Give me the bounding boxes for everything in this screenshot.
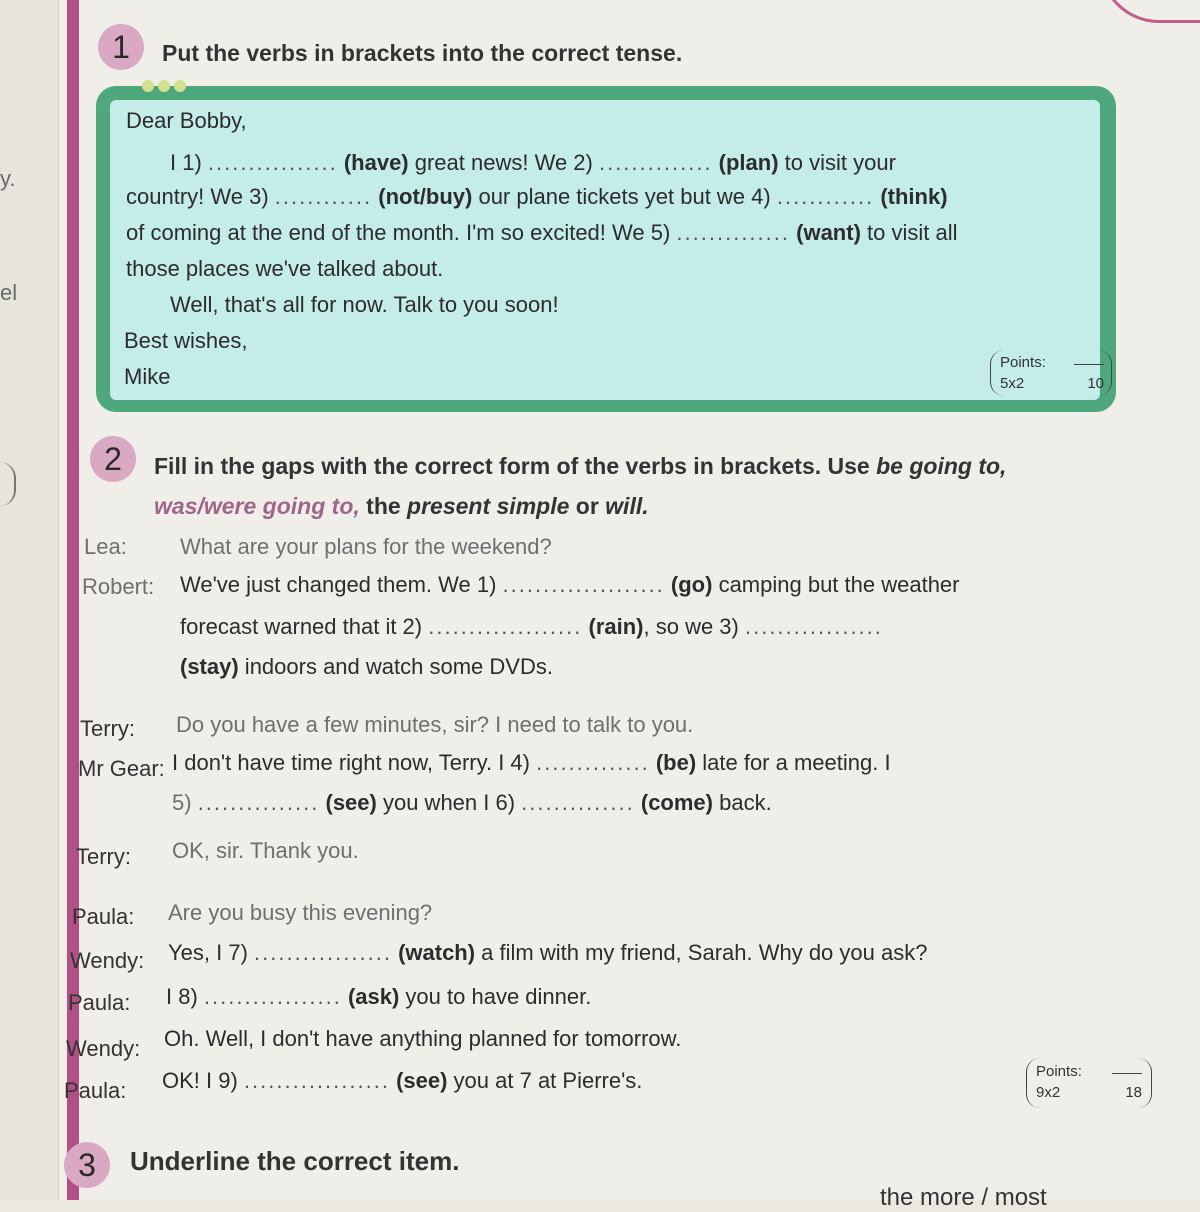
- letter-closing: Best wishes,: [124, 328, 248, 353]
- dialogue-line: 5) ............... (see) you when I 6) .............. (come) back.: [172, 790, 772, 815]
- speaker-name: Wendy:: [70, 948, 145, 973]
- points-total: 10: [1087, 375, 1104, 392]
- points-label: Points:: [1036, 1063, 1082, 1080]
- dialogue-line: What are your plans for the weekend?: [180, 534, 552, 559]
- magenta-margin-bar: [67, 0, 79, 1200]
- dialogue-line: Oh. Well, I don't have anything planned for tomorrow.: [164, 1026, 682, 1051]
- points-box: [1000, 354, 1104, 392]
- exercise-heading: Put the verbs in brackets into the correct tense.: [162, 40, 683, 66]
- letter-greeting: Dear Bobby,: [126, 108, 247, 133]
- dialogue-line: Yes, I 7) ................. (watch) a film with my friend, Sarah. Why do you ask?: [168, 940, 928, 965]
- points-multiplier: 5x2: [1000, 375, 1025, 392]
- cutoff-text: the more / most: [880, 1184, 1047, 1211]
- speaker-name: Wendy:: [66, 1036, 141, 1061]
- speaker-name: Terry:: [76, 844, 131, 869]
- letter-line: country! We 3) ............ (not/buy) our plane tickets yet but we 4) ............ (think): [126, 184, 948, 209]
- box-decoration-dots: [142, 79, 190, 97]
- speaker-name: Paula:: [64, 1078, 127, 1103]
- letter-box-inner: [110, 100, 1100, 400]
- points-multiplier: 9x2: [1036, 1084, 1061, 1101]
- dialogue-line: forecast warned that it 2) ................... (rain), so we 3) .................: [180, 614, 883, 639]
- dialogue-line: Are you busy this evening?: [168, 900, 433, 925]
- speaker-name: Mr Gear:: [78, 756, 165, 781]
- letter-line: those places we've talked about.: [126, 256, 444, 281]
- edge-fragment: y.: [0, 166, 16, 191]
- dialogue-line: I 8) ................. (ask) you to have dinner.: [166, 984, 592, 1009]
- points-total: 18: [1125, 1084, 1142, 1101]
- speaker-name: Paula:: [72, 904, 135, 929]
- speaker-name: Paula:: [68, 990, 131, 1015]
- dialogue-line: Do you have a few minutes, sir? I need to talk to you.: [176, 712, 694, 737]
- letter-line: Well, that's all for now. Talk to you soon!: [170, 292, 559, 317]
- letter-line: I 1) ................ (have) great news! We 2) .............. (plan) to visit your: [170, 150, 896, 175]
- dialogue-line: OK! I 9) .................. (see) you at 7 at Pierre's.: [162, 1068, 643, 1093]
- letter-line: of coming at the end of the month. I'm so excited! We 5) .............. (want) to visit all: [126, 220, 958, 245]
- letter-signature: Mike: [124, 364, 171, 389]
- speaker-name: Lea:: [84, 534, 127, 559]
- points-label: Points:: [1000, 354, 1046, 371]
- exercise-heading: Underline the correct item.: [130, 1146, 460, 1176]
- dialogue-line: (stay) indoors and watch some DVDs.: [180, 654, 553, 679]
- points-box: [1036, 1063, 1142, 1101]
- dialogue-line: I don't have time right now, Terry. I 4) .............. (be) late for a meeting. I: [172, 750, 891, 775]
- exercise-heading: Fill in the gaps with the correct form of the verbs in brackets. Use be going to, was/were going to, the present simple or will.: [154, 453, 1007, 519]
- exercise-number-badge: 1: [98, 24, 144, 70]
- dialogue-line: OK, sir. Thank you.: [172, 838, 359, 863]
- dialogue-line: We've just changed them. We 1) .................... (go) camping but the weather: [180, 572, 960, 597]
- exercise-number-badge: 3: [64, 1142, 110, 1188]
- speaker-name: Terry:: [80, 716, 135, 741]
- edge-fragment: el: [0, 280, 18, 305]
- speaker-name: Robert:: [82, 574, 155, 599]
- exercise-number-badge: 2: [90, 436, 136, 482]
